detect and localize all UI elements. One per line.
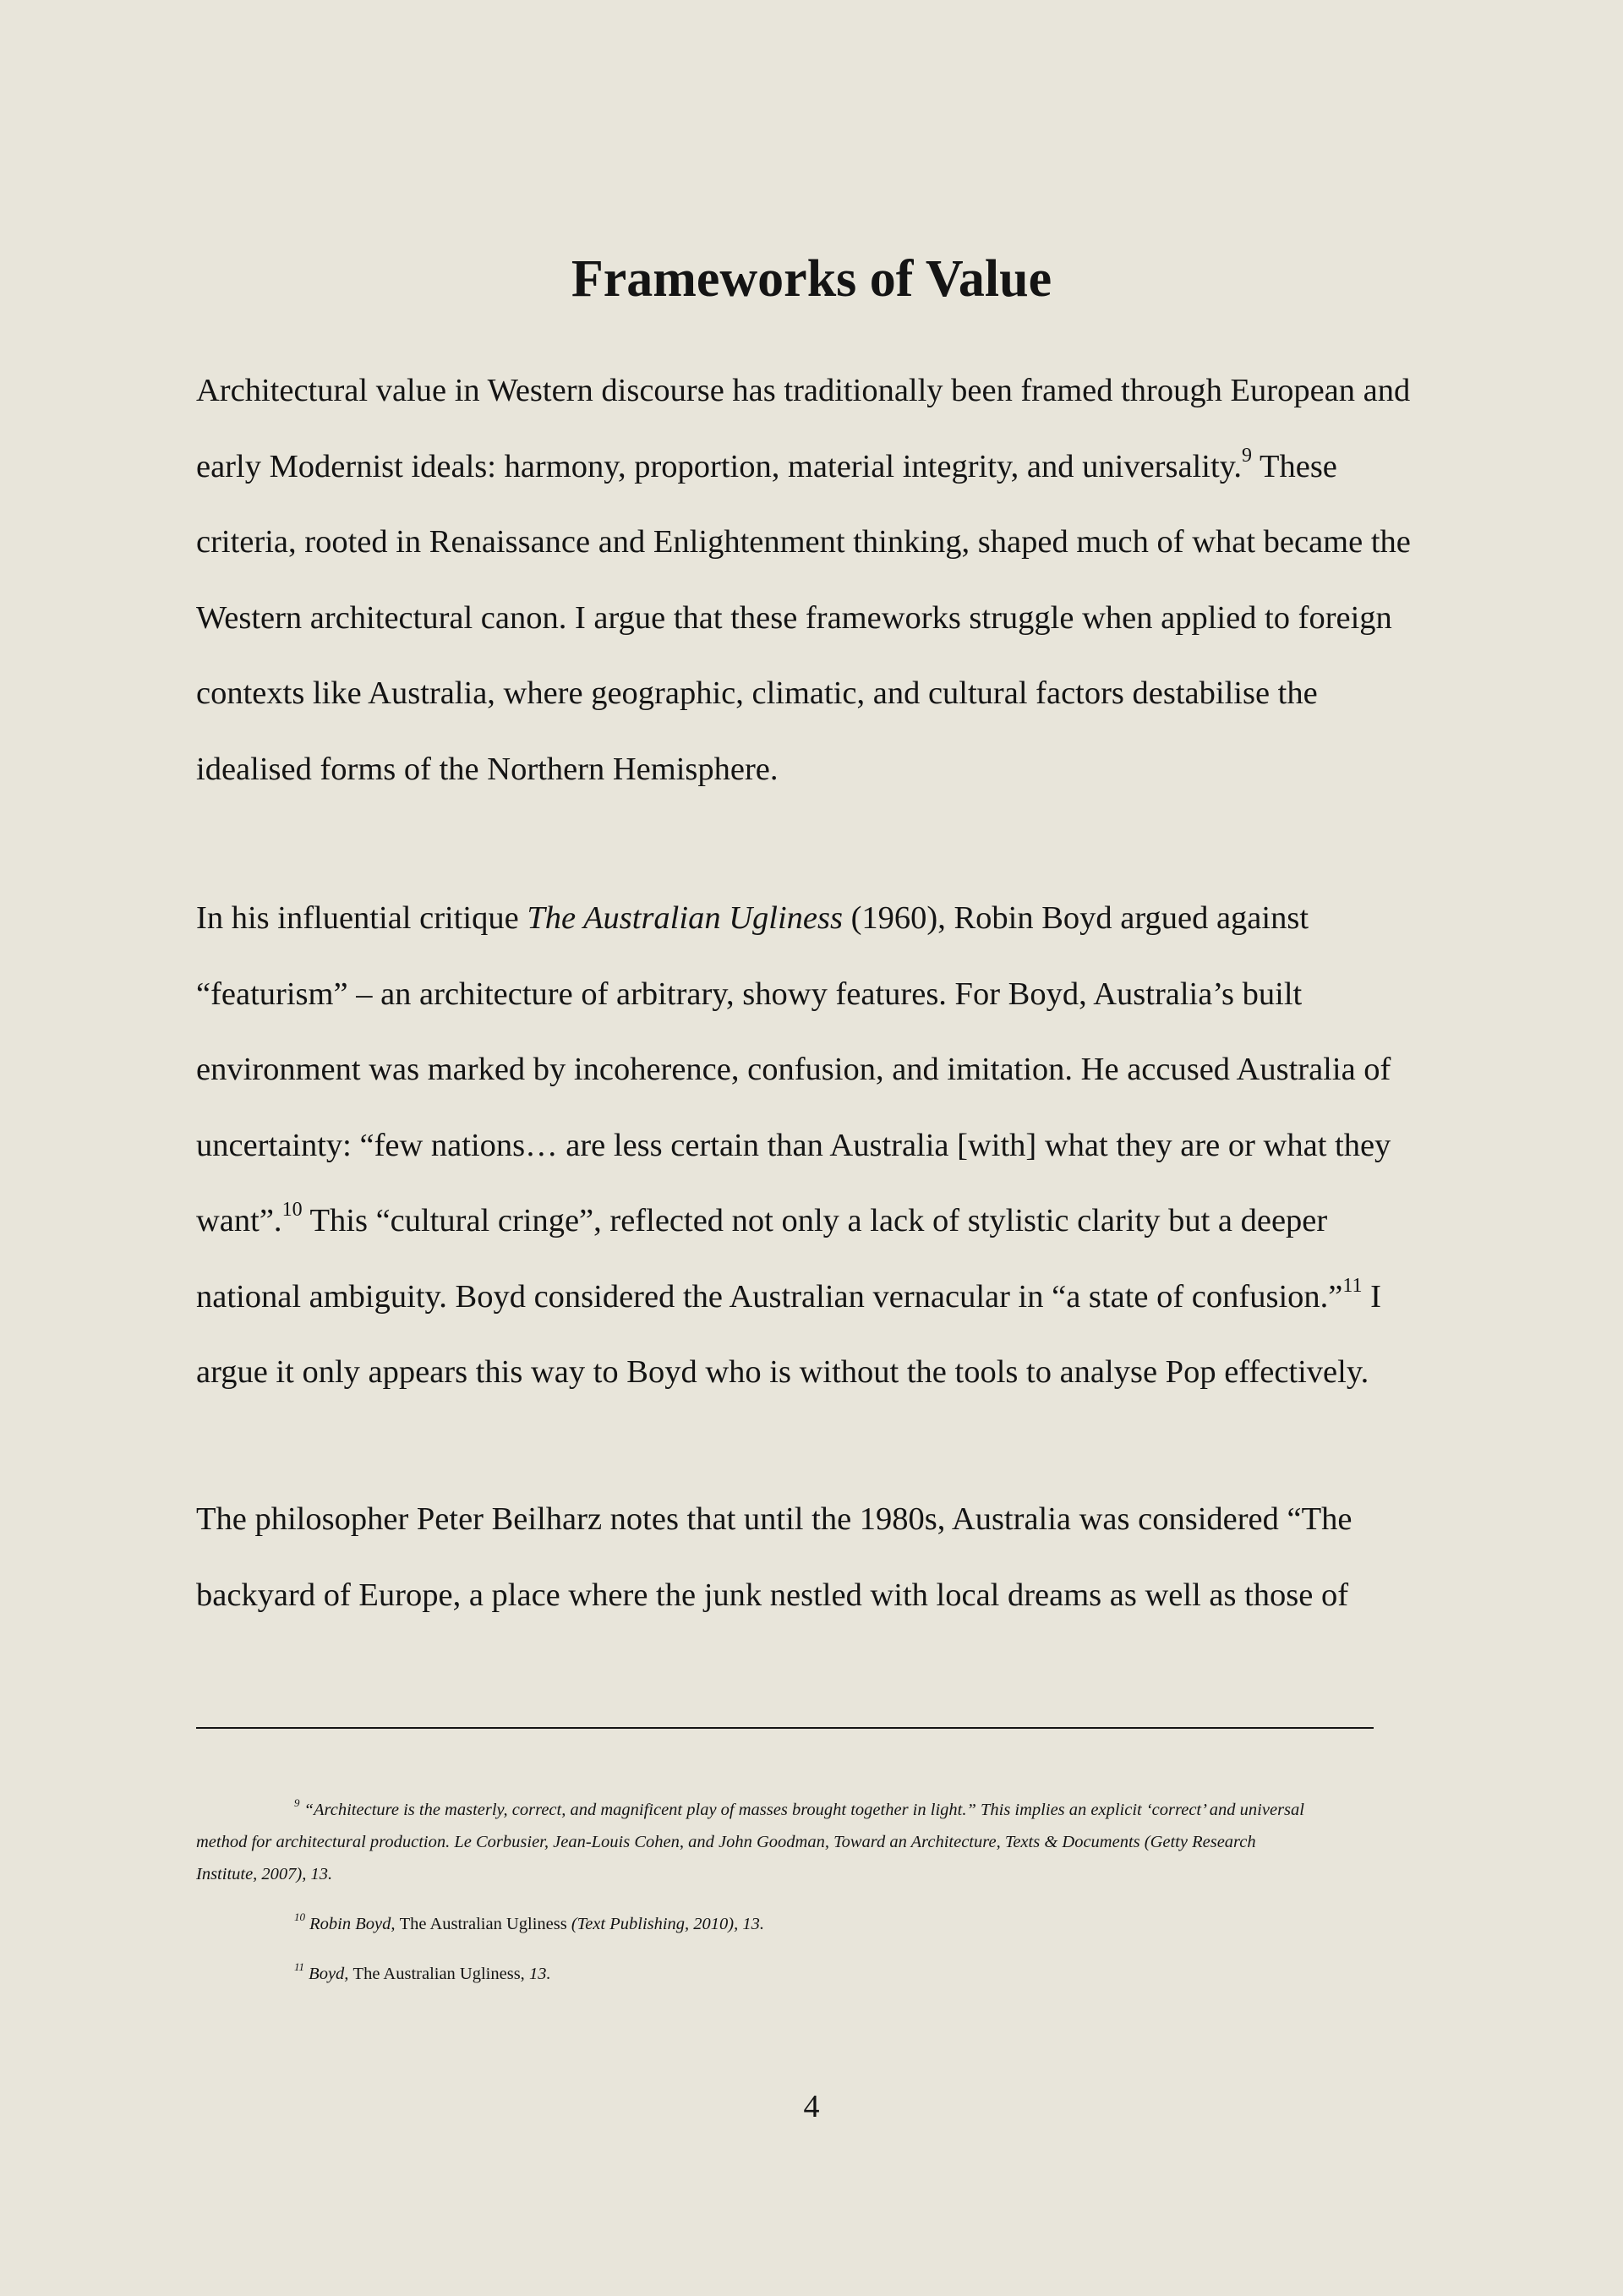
text-line xyxy=(196,1184,1430,1260)
text-line: contexts like Australia, where geographic, climatic, and cultural factors destabilise the xyxy=(196,675,1318,711)
footnote-number: 9 xyxy=(294,1796,300,1810)
book-title-italic: The Australian Ugliness xyxy=(527,900,843,936)
footnote-9 xyxy=(196,1794,1413,1890)
text-line xyxy=(196,881,1430,957)
footnote-number: 11 xyxy=(294,1960,305,1974)
text-line: “featurism” – an architecture of arbitrary, showy features. For Boyd, Australia’s built xyxy=(196,976,1303,1012)
text-span: In his influential critique xyxy=(196,900,527,936)
text-line: environment was marked by incoherence, confusion, and imitation. He accused Australia of xyxy=(196,1052,1391,1087)
text-span: want”. xyxy=(196,1203,282,1238)
footnote-10 xyxy=(196,1908,1413,1940)
text-span: Boyd, xyxy=(304,1965,353,1983)
text-line: argue it only appears this way to Boyd who is without the tools to analyse Pop effectively. xyxy=(196,1354,1369,1390)
text-span: Robin Boyd, xyxy=(305,1915,400,1933)
text-line: Western architectural canon. I argue that these frameworks struggle when applied to foreign xyxy=(196,599,1392,636)
footnote-line xyxy=(196,1794,1413,1826)
book-title-upright: The Australian Ugliness, xyxy=(352,1965,525,1983)
footnote-ref-11[interactable]: 11 xyxy=(1342,1274,1363,1297)
footnote-ref-10[interactable]: 10 xyxy=(281,1199,303,1222)
book-title-upright: The Australian Ugliness xyxy=(399,1915,567,1933)
text-line: idealised forms of the Northern Hemisphere. xyxy=(196,751,779,787)
text-span: (Text Publishing, 2010), 13. xyxy=(566,1915,765,1933)
footnote-ref-9[interactable]: 9 xyxy=(1242,444,1253,467)
footnote-line: method for architectural production. Le Corbusier, Jean-Louis Cohen, and John Goodman, Toward an Architecture, Texts & Documents (Getty Research xyxy=(196,1833,1256,1851)
paragraph-3 xyxy=(196,1482,1430,1633)
text-line xyxy=(196,429,1430,506)
text-span: national ambiguity. Boyd considered the Australian vernacular in “a state of confusion.” xyxy=(196,1278,1343,1315)
page-title: Frameworks of Value xyxy=(571,250,1052,308)
footnote-11 xyxy=(196,1958,1413,1990)
text-line: The philosopher Peter Beilharz notes that until the 1980s, Australia was considered “The xyxy=(196,1501,1352,1537)
text-span: I xyxy=(1362,1278,1381,1315)
text-span: (1960), Robin Boyd argued against xyxy=(842,900,1309,936)
text-span: early Modernist ideals: harmony, proportion, material integrity, and universality. xyxy=(196,448,1243,484)
text-span: 13. xyxy=(524,1965,551,1983)
footnote-line: Institute, 2007), 13. xyxy=(196,1865,333,1883)
text-line: criteria, rooted in Renaissance and Enlightenment thinking, shaped much of what became the xyxy=(196,524,1411,560)
paragraph-2 xyxy=(196,881,1430,1411)
text-line: backyard of Europe, a place where the junk nestled with local dreams as well as those of xyxy=(196,1577,1349,1613)
footnote-separator xyxy=(196,1727,1374,1729)
text-span: This “cultural cringe”, reflected not only a lack of stylistic clarity but a deeper xyxy=(302,1203,1328,1238)
text-line: uncertainty: “few nations… are less certain than Australia [with] what they are or what they xyxy=(196,1127,1391,1163)
footnote-line xyxy=(196,1958,1413,1990)
footnote-number: 10 xyxy=(294,1911,305,1924)
footnote-line xyxy=(196,1908,1413,1940)
text-span: These xyxy=(1252,448,1337,484)
text-line: Architectural value in Western discourse has traditionally been framed through European and xyxy=(196,373,1411,408)
text-span: “Architecture is the masterly, correct, and magnificent play of masses brought together in light.” This implies an explicit ‘correct’ and universal xyxy=(299,1801,1304,1819)
page-number: 4 xyxy=(803,2089,820,2124)
text-line xyxy=(196,1260,1430,1336)
paragraph-1 xyxy=(196,353,1430,807)
